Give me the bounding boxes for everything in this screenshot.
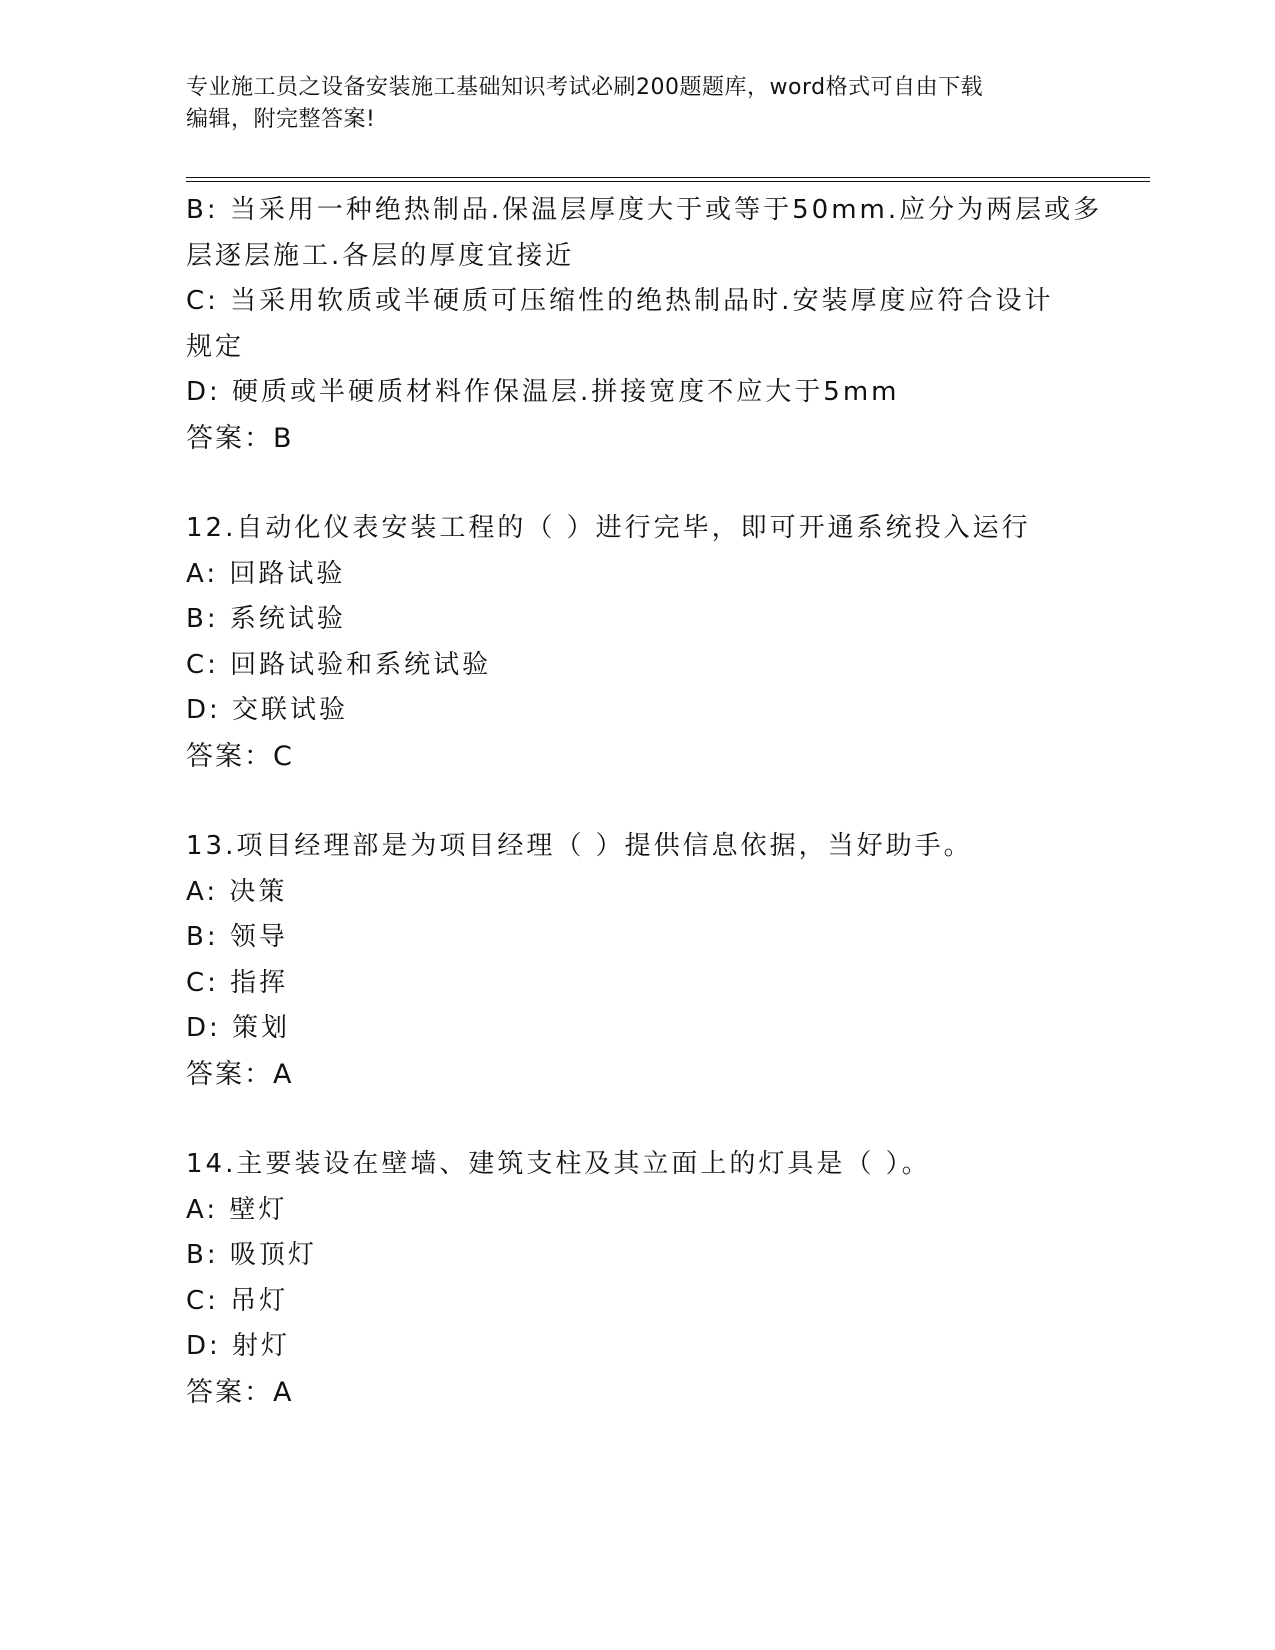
q12-question: 12.自动化仪表安装工程的（ ）进行完毕，即可开通系统投入运行 bbox=[186, 513, 1031, 543]
q14-option-c: C: 吊灯 bbox=[186, 1285, 289, 1316]
question-11-continued bbox=[186, 188, 1103, 461]
q13-answer: 答案：A bbox=[186, 1058, 294, 1090]
q11-option-d: D: 硬质或半硬质材料作保温层.拼接宽度不应大于5mm bbox=[186, 377, 900, 407]
q14-option-d: D: 射灯 bbox=[186, 1331, 291, 1361]
q14-option-b: B: 吸顶灯 bbox=[186, 1240, 317, 1270]
header-title-line-2: 编辑，附完整答案! bbox=[186, 107, 376, 132]
document-body bbox=[186, 188, 1103, 1415]
q12-answer: 答案：C bbox=[186, 740, 294, 772]
q14-option-a: A: 壁灯 bbox=[186, 1194, 288, 1225]
spacer bbox=[186, 1097, 1086, 1142]
q11-option-b-line-1: B: 当采用一种绝热制品.保温层厚度大于或等于50mm.应分为两层或多 bbox=[186, 195, 1103, 225]
q12-option-b: B: 系统试验 bbox=[186, 604, 346, 634]
q11-answer: 答案：B bbox=[186, 422, 294, 454]
q13-option-c: C: 指挥 bbox=[186, 967, 289, 998]
q13-question: 13.项目经理部是为项目经理（ ）提供信息依据，当好助手。 bbox=[186, 831, 973, 861]
q14-answer: 答案：A bbox=[186, 1376, 294, 1408]
q13-option-d: D: 策划 bbox=[186, 1013, 291, 1043]
header-title-line-1: 专业施工员之设备安装施工基础知识考试必刷200题题库，word格式可自由下载 bbox=[186, 75, 984, 100]
q11-option-b-line-2: 层逐层施工.各层的厚度宜接近 bbox=[186, 240, 575, 271]
spacer bbox=[186, 461, 1086, 506]
q14-question: 14.主要装设在壁墙、建筑支柱及其立面上的灯具是（ ）。 bbox=[186, 1149, 931, 1179]
q12-option-d: D: 交联试验 bbox=[186, 695, 349, 725]
q11-option-c-line-2: 规定 bbox=[186, 331, 245, 362]
q13-option-a: A: 决策 bbox=[186, 876, 288, 907]
document-header bbox=[186, 72, 1086, 136]
header-double-rule bbox=[186, 177, 1150, 182]
q12-option-a: A: 回路试验 bbox=[186, 558, 346, 589]
question-12 bbox=[186, 506, 1086, 779]
spacer bbox=[186, 779, 1086, 824]
q11-option-c-line-1: C: 当采用软质或半硬质可压缩性的绝热制品时.安装厚度应符合设计 bbox=[186, 286, 1054, 316]
question-13 bbox=[186, 824, 1086, 1097]
q13-option-b: B: 领导 bbox=[186, 922, 288, 952]
question-14 bbox=[186, 1142, 1086, 1415]
q12-option-c: C: 回路试验和系统试验 bbox=[186, 649, 492, 680]
